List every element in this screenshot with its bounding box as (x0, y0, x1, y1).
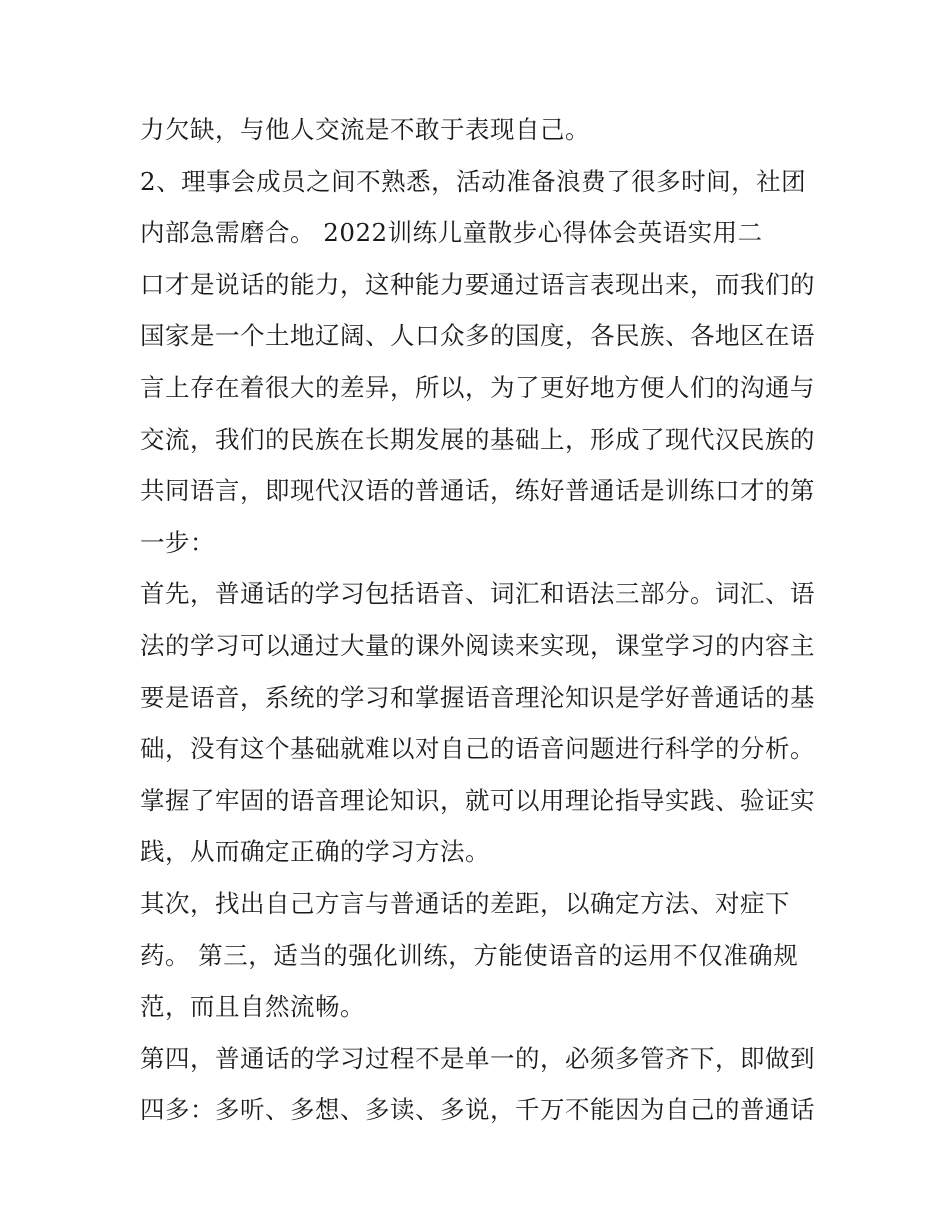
text-line: 言上存在着很大的差异，所以，为了更好地方便人们的沟通与 (140, 372, 815, 402)
text-line: 要是语音，系统的学习和掌握语音理沦知识是学好普通话的基 (140, 682, 815, 712)
text-line: 内部急需磨合。 2022训练儿童散步心得体会英语实用二 (140, 218, 763, 248)
text-line: 践，从而确定正确的学习方法。 (140, 837, 490, 867)
text-line: 共同语言，即现代汉语的普通话，练好普通话是训练口才的第 (140, 476, 815, 506)
text-line: 国家是一个土地辽阔、人口众多的国度，各民族、各地区在语 (140, 321, 815, 351)
text-line: 掌握了牢固的语音理论知识，就可以用理论指导实践、验证实 (140, 785, 815, 815)
text-line: 四多：多听、多想、多读、多说，千万不能因为自己的普通话 (140, 1095, 815, 1125)
text-line: 一步： (140, 527, 215, 557)
text-line: 其次，找出自己方言与普通话的差距，以确定方法、对症下 (140, 888, 790, 918)
document-body (140, 104, 820, 1136)
text-line: 首先，普通话的学习包括语音、词汇和语法三部分。词汇、语 (140, 579, 815, 609)
text-line: 交流，我们的民族在长期发展的基础上，形成了现代汉民族的 (140, 424, 815, 454)
text-line: 范，而且自然流畅。 (140, 992, 365, 1022)
text-line: 第四，普通话的学习过程不是单一的，必须多管齐下，即做到 (140, 1043, 815, 1073)
text-line: 口才是说话的能力，这种能力要通过语言表现出来，而我们的 (140, 269, 815, 299)
text-line: 药。 第三，适当的强化训练，方能使语音的运用不仅准确规 (140, 940, 799, 970)
text-line: 法的学习可以通过大量的课外阅读来实现，课堂学习的内容主 (140, 630, 815, 660)
text-line: 2、理事会成员之间不熟悉，活动准备浪费了很多时间，社团 (140, 166, 807, 196)
text-line: 础，没有这个基础就难以对自己的语音问题进行科学的分析。 (140, 734, 815, 764)
text-line: 力欠缺，与他人交流是不敢于表现自己。 (140, 115, 590, 144)
